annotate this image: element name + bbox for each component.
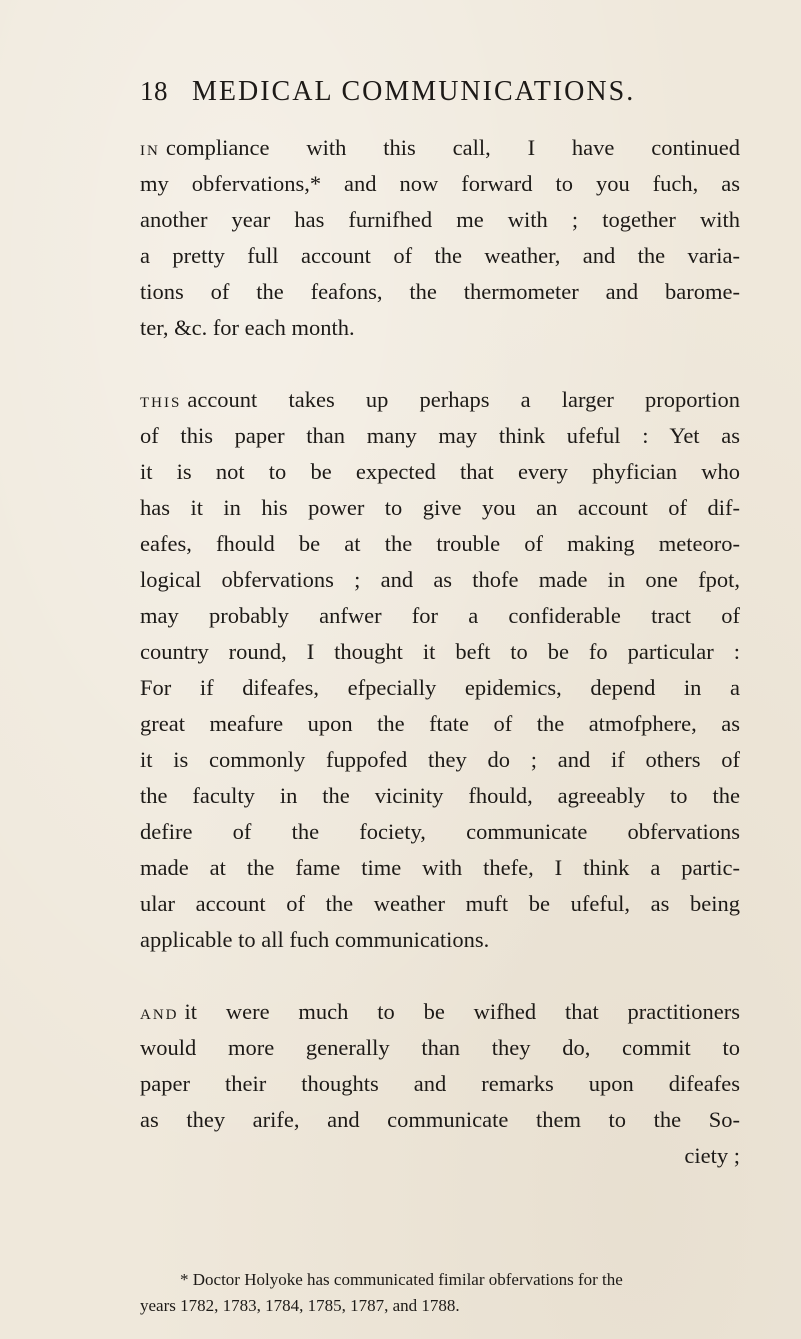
paragraph-2-line-11: it is commonly fuppofed they do ; and if others of <box>140 747 740 772</box>
paragraph-3-line-3: paper their thoughts and remarks upon difeafes <box>140 1071 740 1096</box>
paragraph-2-line-1: THIS account takes up perhaps a larger proportion <box>140 387 740 412</box>
paragraph-2-line-2: of this paper than many may think ufeful : Yet as <box>140 423 740 448</box>
paragraph-3-line-2: would more generally than they do, commit to <box>140 1035 740 1060</box>
body-text <box>140 130 740 1174</box>
paragraph-gap <box>140 958 740 994</box>
paragraph-2-line-14: made at the fame time with thefe, I think a partic- <box>140 855 740 880</box>
paragraph-3-line-1: AND it were much to be wifhed that practitioners <box>140 999 740 1024</box>
page-header <box>140 76 700 116</box>
paragraph-1-line-4: a pretty full account of the weather, and the varia- <box>140 243 740 268</box>
paragraph-1-line-6: ter, &c. for each month. <box>140 315 355 340</box>
paragraph-2-line-6: logical obfervations ; and as thofe made in one fpot, <box>140 567 740 592</box>
paragraph-2-line-12: the faculty in the vicinity fhould, agreeably to the <box>140 783 740 808</box>
footnote <box>140 1267 740 1319</box>
paragraph-2-line-3: it is not to be expected that every phyfician who <box>140 459 740 484</box>
paragraph-1-line-1: IN compliance with this call, I have continued <box>140 135 740 160</box>
paragraph-2-line-10: great meafure upon the ftate of the atmofphere, as <box>140 711 740 736</box>
paragraph-3-lead: AND <box>140 1007 179 1023</box>
paragraph-2-line-13: defire of the fociety, communicate obfervations <box>140 819 740 844</box>
paragraph-1-lead: IN <box>140 143 160 159</box>
page-number: 18 <box>140 76 168 106</box>
paragraph-1-line-5: tions of the feafons, the thermometer and barome- <box>140 279 740 304</box>
footnote-line-1: * Doctor Holyoke has communicated fimilar obfervations for the <box>180 1270 623 1289</box>
paragraph-2-line-7: may probably anfwer for a confiderable tract of <box>140 603 740 628</box>
paragraph-2-line-16: applicable to all fuch communications. <box>140 927 490 952</box>
paragraph-2-line-4: has it in his power to give you an account of dif- <box>140 495 740 520</box>
paragraph-2-lead: THIS <box>140 395 182 411</box>
paragraph-2-line-5: eafes, fhould be at the trouble of making meteoro- <box>140 531 740 556</box>
paragraph-2-line-15: ular account of the weather muft be ufeful, as being <box>140 891 740 916</box>
paragraph-2-line-9: For if difeafes, efpecially epidemics, depend in a <box>140 675 740 700</box>
catchword: ciety ; <box>684 1143 740 1168</box>
paragraph-1-line-2: my obfervations,* and now forward to you fuch, as <box>140 171 740 196</box>
paragraph-gap <box>140 346 740 382</box>
running-head: MEDICAL COMMUNICATIONS. <box>192 76 636 107</box>
paragraph-2-line-8: country round, I thought it beft to be fo particular : <box>140 639 740 664</box>
paragraph-3-line-4: as they arife, and communicate them to the So- <box>140 1107 740 1132</box>
footnote-line-2: years 1782, 1783, 1784, 1785, 1787, and 1788. <box>140 1296 460 1315</box>
paragraph-1-line-3: another year has furnifhed me with ; together with <box>140 207 740 232</box>
